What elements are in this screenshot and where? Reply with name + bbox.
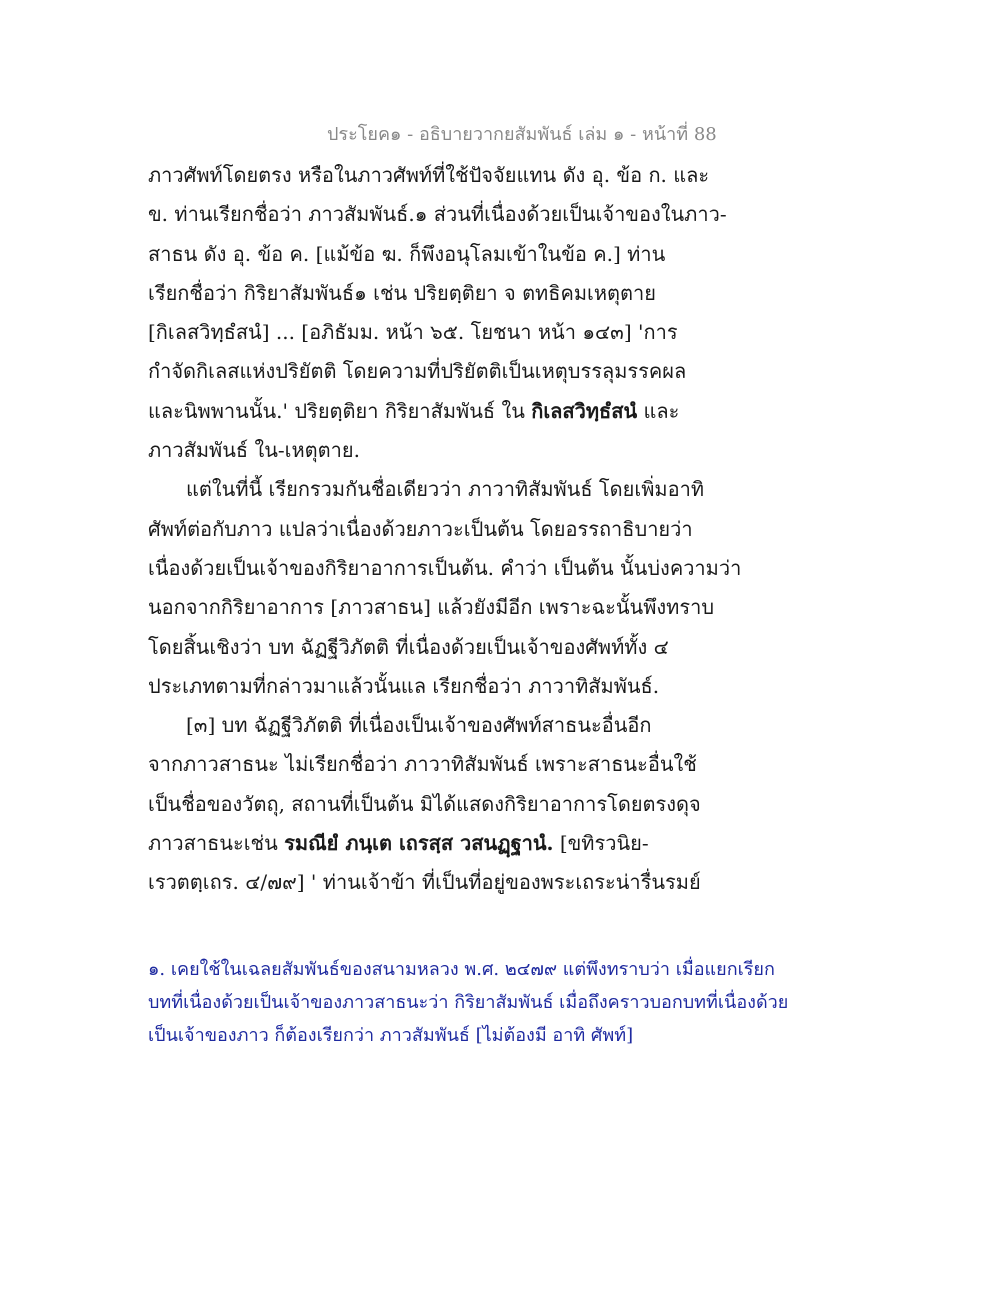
paragraph-first-line: แต่ในที่นี้ เรียกรวมกันชื่อเดียวว่า ภาวาทิสัมพันธ์ โดยเพิ่มอาทิ xyxy=(186,477,704,502)
page-running-head: ประโยค๑ - อธิบายวากยสัมพันธ์ เล่ม ๑ - หน้าที่ 88 xyxy=(327,124,717,145)
text-segment: [ขทิรวนิย- xyxy=(553,831,649,856)
footnote-line: ๑. เคยใช้ในเฉลยสัมพันธ์ของสนามหลวง พ.ศ. ๒๔๗๙ แต่พึงทราบว่า เมื่อแยกเรียก xyxy=(148,959,775,980)
text-line: สาธน ดัง อุ. ข้อ ค. [แม้ข้อ ฆ. ก็พึงอนุโลมเข้าในข้อ ค.] ท่าน xyxy=(148,241,666,266)
footnote-line: บทที่เนื่องด้วยเป็นเจ้าของภาวสาธนะว่า กิริยาสัมพันธ์ เมื่อถึงคราวบอกบทที่เนื่องด้วย xyxy=(148,992,789,1013)
text-line: ภาวสัมพันธ์ ใน-เหตุตาย. xyxy=(148,438,360,463)
text-line: โดยสิ้นเชิงว่า บท ฉัฏฐีวิภัตติ ที่เนื่องด้วยเป็นเจ้าของศัพท์ทั้ง ๔ xyxy=(148,634,669,659)
text-segment: และนิพพานนั้น.' ปริยตฺติยา กิริยาสัมพันธ์ ใน xyxy=(148,398,532,423)
text-line: เนื่องด้วยเป็นเจ้าของกิริยาอาการเป็นต้น. คำว่า เป็นต้น นั้นบ่งความว่า xyxy=(148,555,742,580)
text-line: จากภาวสาธนะ ไม่เรียกชื่อว่า ภาวาทิสัมพันธ์ เพราะสาธนะอื่นใช้ xyxy=(148,752,697,777)
text-line: [กิเลสวิทฺธํสนํ] ... [อภิธัมม. หน้า ๖๕. โยชนา หน้า ๑๔๓] 'การ xyxy=(148,320,678,345)
bold-pali-quote: รมณียํ ภนฺเต เถรสฺส วสนฏฺฐานํ. xyxy=(284,831,554,856)
text-line: ศัพท์ต่อกับภาว แปลว่าเนื่องด้วยภาวะเป็นต้น โดยอรรถาธิบายว่า xyxy=(148,516,693,541)
text-line: เรียกชื่อว่า กิริยาสัมพันธ์๑ เช่น ปริยตฺติยา จ ตทธิคมเหตุตาย xyxy=(148,280,656,305)
footnote-line: เป็นเจ้าของภาว ก็ต้องเรียกว่า ภาวสัมพันธ์ [ไม่ต้องมี อาทิ ศัพท์] xyxy=(148,1025,634,1046)
text-segment: และ xyxy=(637,398,680,423)
text-line: กำจัดกิเลสแห่งปริยัตติ โดยความที่ปริยัตติเป็นเหตุบรรลุมรรคผล xyxy=(148,359,687,384)
text-line: ภาวศัพท์โดยตรง หรือในภาวศัพท์ที่ใช้ปัจจัยแทน ดัง อุ. ข้อ ก. และ xyxy=(148,163,710,187)
text-line: ข. ท่านเรียกชื่อว่า ภาวสัมพันธ์.๑ ส่วนที่เนื่องด้วยเป็นเจ้าของในภาว- xyxy=(148,202,727,227)
text-line: เป็นชื่อของวัตถุ, สถานที่เป็นต้น มิได้แสดงกิริยาอาการโดยตรงดุจ xyxy=(148,791,701,816)
text-line: ประเภทตามที่กล่าวมาแล้วนั้นแล เรียกชื่อว่า ภาวาทิสัมพันธ์. xyxy=(148,673,660,698)
footnote-block xyxy=(148,953,868,1052)
text-line: เรวตตฺเถร. ๔/๗๙] ' ท่านเจ้าข้า ที่เป็นที่อยู่ของพระเถระน่ารื่นรมย์ xyxy=(148,870,701,895)
text-line xyxy=(148,392,868,431)
paragraph-first-line: [๓] บท ฉัฏฐีวิภัตติ ที่เนื่องเป็นเจ้าของศัพท์สาธนะอื่นอีก xyxy=(186,713,652,738)
text-line: นอกจากกิริยาอาการ [ภาวสาธน] แล้วยังมีอีก เพราะฉะนั้นพึงทราบ xyxy=(148,595,715,620)
text-line xyxy=(148,824,868,863)
text-segment: ภาวสาธนะเช่น xyxy=(148,831,285,856)
bold-term: กิเลสวิทฺธํสนํ xyxy=(531,398,638,423)
main-text xyxy=(148,156,868,903)
